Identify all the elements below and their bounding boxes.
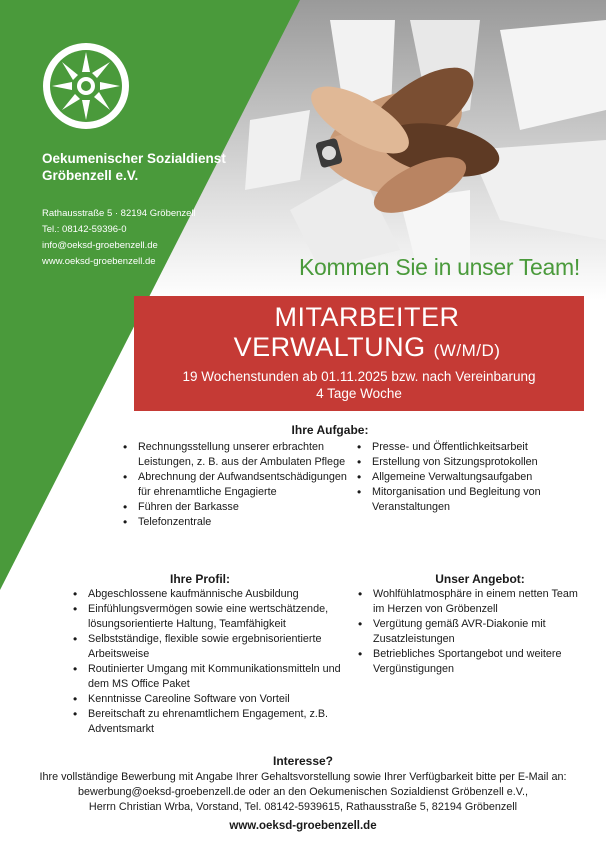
list-item: • Abgeschlossene kaufmännische Ausbildung (70, 587, 360, 602)
list-item: • Routinierter Umgang mit Kommunikationsmitteln und dem MS Office Paket (70, 662, 360, 692)
org-name-line1: Oekumenischer Sozialdienst (42, 151, 226, 166)
interest-line2[interactable]: bewerbung@oeksd-groebenzell.de oder an den Oekumenischen Sozialdienst Gröbenzell e.V., (78, 786, 528, 798)
list-item: • Vergütung gemäß AVR-Diakonie mit Zusatzleistungen (355, 617, 585, 647)
list-item: • Führen der Barkasse (120, 500, 355, 515)
job-title-suffix: (W/M/D) (433, 341, 501, 360)
email-link[interactable]: info@oeksd-groebenzell.de (42, 240, 158, 251)
list-item: • Allgemeine Verwaltungsaufgaben (354, 470, 569, 485)
profile-list (70, 587, 360, 737)
tasks-list-right (354, 440, 569, 515)
web-link[interactable]: www.oeksd-groebenzell.de (42, 256, 156, 267)
phone: Tel.: 08142-59396-0 (42, 224, 127, 235)
list-item: • Telefonzentrale (120, 515, 355, 530)
interest-line1: Ihre vollständige Bewerbung mit Angabe Ihrer Gehaltsvorstellung sowie Ihrer Verfügbarkeit bitte per E-Mail an: (39, 771, 567, 783)
list-item: • Kenntnisse Careoline Software von Vorteil (70, 692, 360, 707)
list-item: • Wohlfühlatmosphäre in einem netten Team im Herzen von Gröbenzell (355, 587, 585, 617)
interest-line3: Herrn Christian Wrba, Vorstand, Tel. 08142-5939615, Rathausstraße 5, 82194 Gröbenzell (88, 801, 518, 813)
job-title (152, 302, 582, 366)
offer-list (355, 587, 585, 677)
interest-title: Interesse? (272, 754, 334, 768)
organization-name (42, 150, 226, 184)
contact-block (42, 206, 196, 270)
list-item: • Presse- und Öffentlichkeitsarbeit (354, 440, 569, 455)
tasks-title: Ihre Aufgabe: (291, 423, 369, 437)
list-item: • Einfühlungsvermögen sowie eine wertschätzende, lösungsorientierte Haltung, Teamfähigkeit (70, 602, 360, 632)
tasks-list-left (120, 440, 355, 530)
list-item: • Abrechnung der Aufwandsentschädigungen für ehrenamtliche Engagierte (120, 470, 355, 500)
profile-title: Ihre Profil: (169, 572, 230, 586)
address: Rathausstraße 5 · 82194 Gröbenzell (42, 208, 196, 219)
list-item: • Betriebliches Sportangebot und weitere Vergünstigungen (355, 647, 585, 677)
job-title-line2: VERWALTUNG (233, 332, 426, 362)
list-item: • Erstellung von Sitzungsprotokollen (354, 455, 569, 470)
interest-body (0, 770, 606, 815)
list-item: • Selbstständige, flexible sowie ergebnisorientierte Arbeitsweise (70, 632, 360, 662)
job-hours: 19 Wochenstunden ab 01.11.2025 bzw. nach Vereinbarung (182, 369, 536, 384)
job-title-line1: MITARBEITER (274, 302, 460, 332)
website-link[interactable]: www.oeksd-groebenzell.de (229, 820, 377, 832)
org-name-line2: Gröbenzell e.V. (42, 168, 139, 183)
job-details (134, 368, 584, 402)
list-item: • Rechnungsstellung unserer erbrachten Leistungen, z. B. aus der Ambulaten Pflege (120, 440, 355, 470)
list-item: • Bereitschaft zu ehrenamtlichem Engagement, z.B. Adventsmarkt (70, 707, 360, 737)
headline: Kommen Sie in unser Team! (299, 254, 580, 280)
list-item: • Mitorganisation und Begleitung von Veranstaltungen (354, 485, 569, 515)
sun-flower-icon (42, 42, 130, 130)
job-days: 4 Tage Woche (316, 386, 402, 401)
offer-title: Unser Angebot: (435, 572, 525, 586)
